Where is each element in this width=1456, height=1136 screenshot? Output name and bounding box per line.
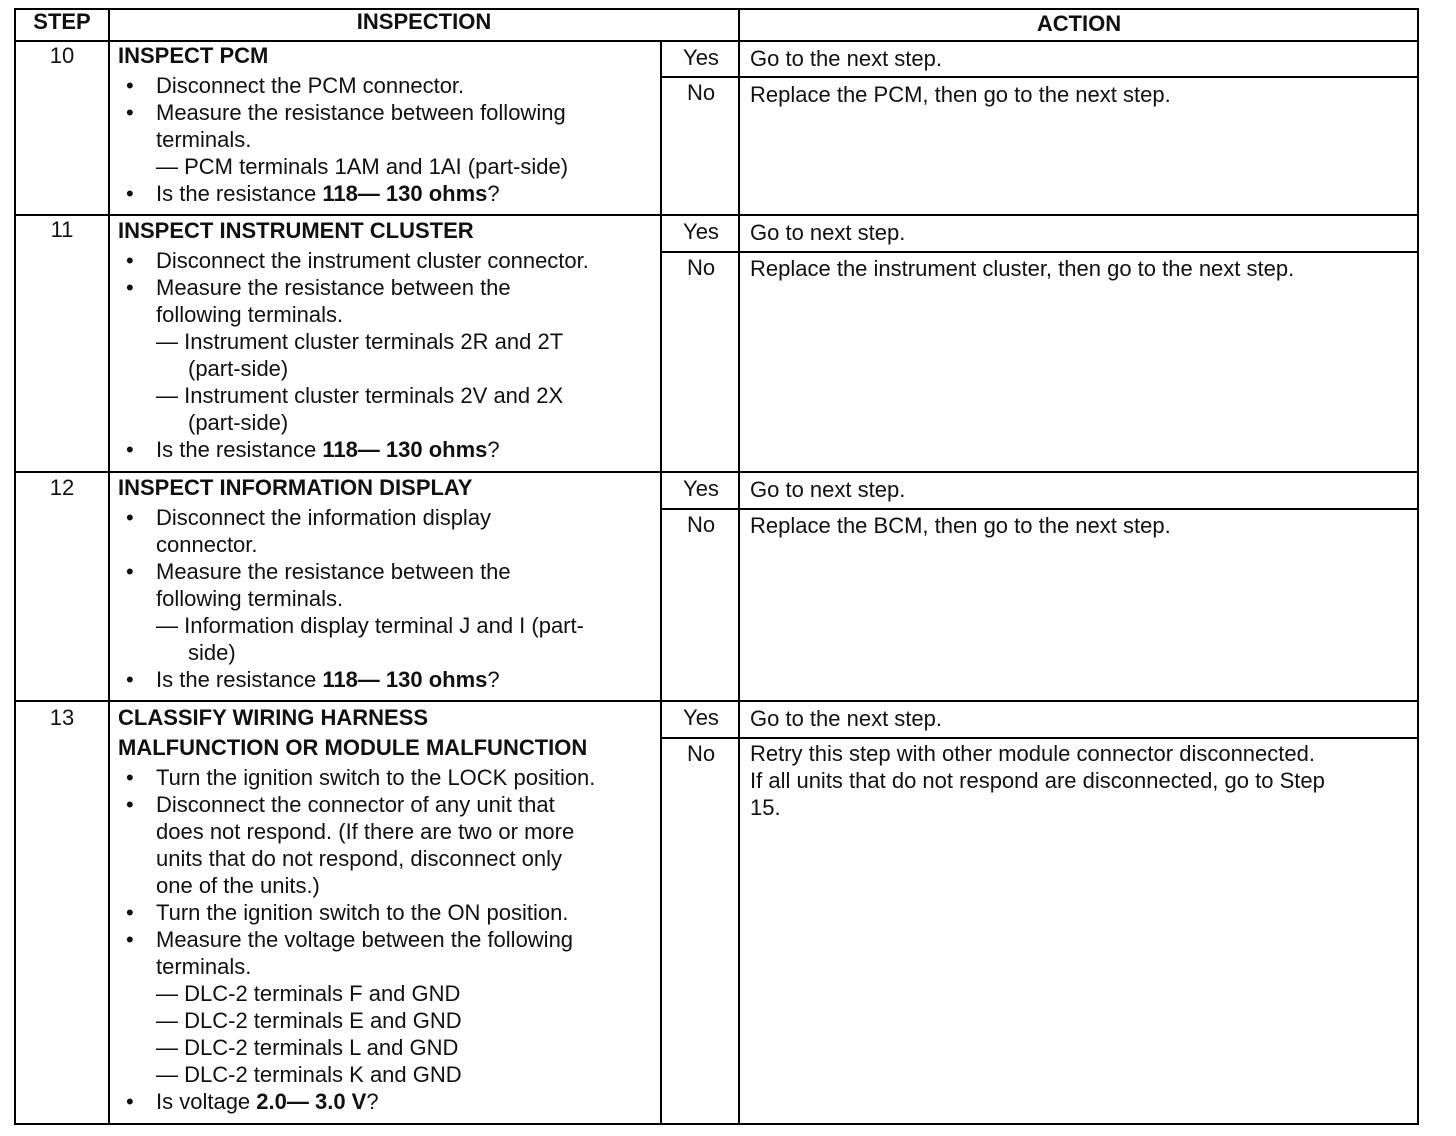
no-action: Replace the BCM, then go to the next step. (750, 513, 1171, 538)
header-step: STEP (33, 9, 91, 34)
no-action-line: Retry this step with other module connector disconnected. (750, 741, 1315, 766)
step-number: 12 (49, 475, 75, 500)
no-label: No (686, 512, 716, 537)
yes-no-divider (662, 737, 1419, 739)
inspection-bullet: • Turn the ignition switch to the ON position. (118, 899, 658, 926)
yes-action: Go to the next step. (750, 706, 943, 731)
inspection-text: connector. (156, 532, 258, 557)
inspection-subitem: — DLC-2 terminals K and GND (156, 1062, 462, 1087)
yes-label: Yes (683, 705, 719, 730)
inspection-text: terminals. (156, 954, 252, 979)
step-number: 13 (49, 705, 75, 730)
yes-action: Go to the next step. (750, 46, 943, 71)
inspection-text: (part-side) (188, 410, 289, 435)
question-text: Is the resistance (156, 437, 323, 462)
yes-action: Go to next step. (750, 220, 906, 245)
yes-label: Yes (683, 45, 719, 70)
yes-action: Go to next step. (750, 477, 906, 502)
inspection-text: units that do not respond, disconnect only (156, 846, 563, 871)
question-mark: ? (366, 1089, 379, 1114)
row-divider (14, 700, 1419, 702)
inspection-text: following terminals. (156, 302, 344, 327)
inspection-text: (part-side) (188, 356, 289, 381)
no-action: Replace the instrument cluster, then go to the next step. (750, 256, 1295, 281)
question-text: Is the resistance (156, 181, 323, 206)
yes-no-divider (662, 251, 1419, 253)
question-value: 2.0— 3.0 V (256, 1089, 367, 1114)
yesno-column-divider (660, 40, 662, 1125)
inspection-bullet: • Measure the voltage between the following (118, 926, 658, 953)
table-border-left (14, 8, 16, 1125)
inspection-title: INSPECT PCM (118, 43, 269, 68)
inspection-subitem: — Instrument cluster terminals 2R and 2T (156, 329, 564, 354)
inspection-title: MALFUNCTION OR MODULE MALFUNCTION (118, 735, 588, 760)
inspection-question (118, 666, 658, 693)
inspection-bullet: • Disconnect the connector of any unit that (118, 791, 658, 818)
no-action: Replace the PCM, then go to the next step. (750, 82, 1171, 107)
inspection-bullet: • Measure the resistance between following (118, 99, 658, 126)
inspection-subitem: — Instrument cluster terminals 2V and 2X (156, 383, 564, 408)
inspection-bullet: • Disconnect the information display (118, 504, 658, 531)
yes-no-divider (662, 508, 1419, 510)
inspection-subitem: — DLC-2 terminals E and GND (156, 1008, 462, 1033)
step-12-inspection (118, 474, 658, 693)
inspection-subitem: — DLC-2 terminals F and GND (156, 981, 461, 1006)
step-column-divider (108, 8, 110, 1125)
inspection-text: following terminals. (156, 586, 344, 611)
inspection-text: one of the units.) (156, 873, 320, 898)
yes-label: Yes (683, 219, 719, 244)
inspection-question (118, 436, 658, 463)
row-divider (14, 214, 1419, 216)
inspection-text: side) (188, 640, 236, 665)
question-value: 118— 130 ohms (322, 437, 488, 462)
question-value: 118— 130 ohms (322, 181, 488, 206)
inspection-bullet: • Measure the resistance between the (118, 558, 658, 585)
question-mark: ? (487, 667, 500, 692)
inspection-subitem: — PCM terminals 1AM and 1AI (part-side) (156, 154, 569, 179)
action-column-divider (738, 8, 740, 1125)
inspection-text: terminals. (156, 127, 252, 152)
step-11-inspection (118, 217, 658, 463)
no-action-line: 15. (750, 795, 781, 820)
question-text: Is voltage (156, 1089, 257, 1114)
inspection-question (118, 1088, 658, 1115)
table-border-right (1417, 8, 1419, 1125)
inspection-bullet: • Disconnect the PCM connector. (118, 72, 658, 99)
inspection-subitem: — DLC-2 terminals L and GND (156, 1035, 459, 1060)
no-label: No (686, 255, 716, 280)
table-border-bottom (14, 1123, 1419, 1125)
step-number: 10 (49, 43, 75, 68)
inspection-title: INSPECT INSTRUMENT CLUSTER (118, 218, 474, 243)
inspection-text: does not respond. (If there are two or more (156, 819, 575, 844)
no-action-line: If all units that do not respond are disconnected, go to Step (750, 768, 1325, 793)
step-number: 11 (50, 217, 74, 242)
question-value: 118— 130 ohms (322, 667, 488, 692)
question-text: Is the resistance (156, 667, 323, 692)
header-inspection: INSPECTION (356, 9, 492, 34)
question-mark: ? (487, 181, 500, 206)
no-label: No (686, 80, 716, 105)
inspection-bullet: • Disconnect the instrument cluster connector. (118, 247, 658, 274)
inspection-subitem: — Information display terminal J and I (part- (156, 613, 584, 638)
inspection-question (118, 180, 658, 207)
inspection-title: INSPECT INFORMATION DISPLAY (118, 475, 473, 500)
inspection-bullet: • Measure the resistance between the (118, 274, 658, 301)
no-label: No (686, 741, 716, 766)
inspection-bullet: • Turn the ignition switch to the LOCK position. (118, 764, 658, 791)
header-action: ACTION (1036, 11, 1122, 36)
step-10-inspection (118, 42, 658, 207)
step-13-inspection (118, 704, 658, 1115)
inspection-title: CLASSIFY WIRING HARNESS (118, 705, 429, 730)
question-mark: ? (487, 437, 500, 462)
row-divider (14, 471, 1419, 473)
no-action (750, 740, 1410, 821)
yes-label: Yes (683, 476, 719, 501)
yes-no-divider (662, 76, 1419, 78)
